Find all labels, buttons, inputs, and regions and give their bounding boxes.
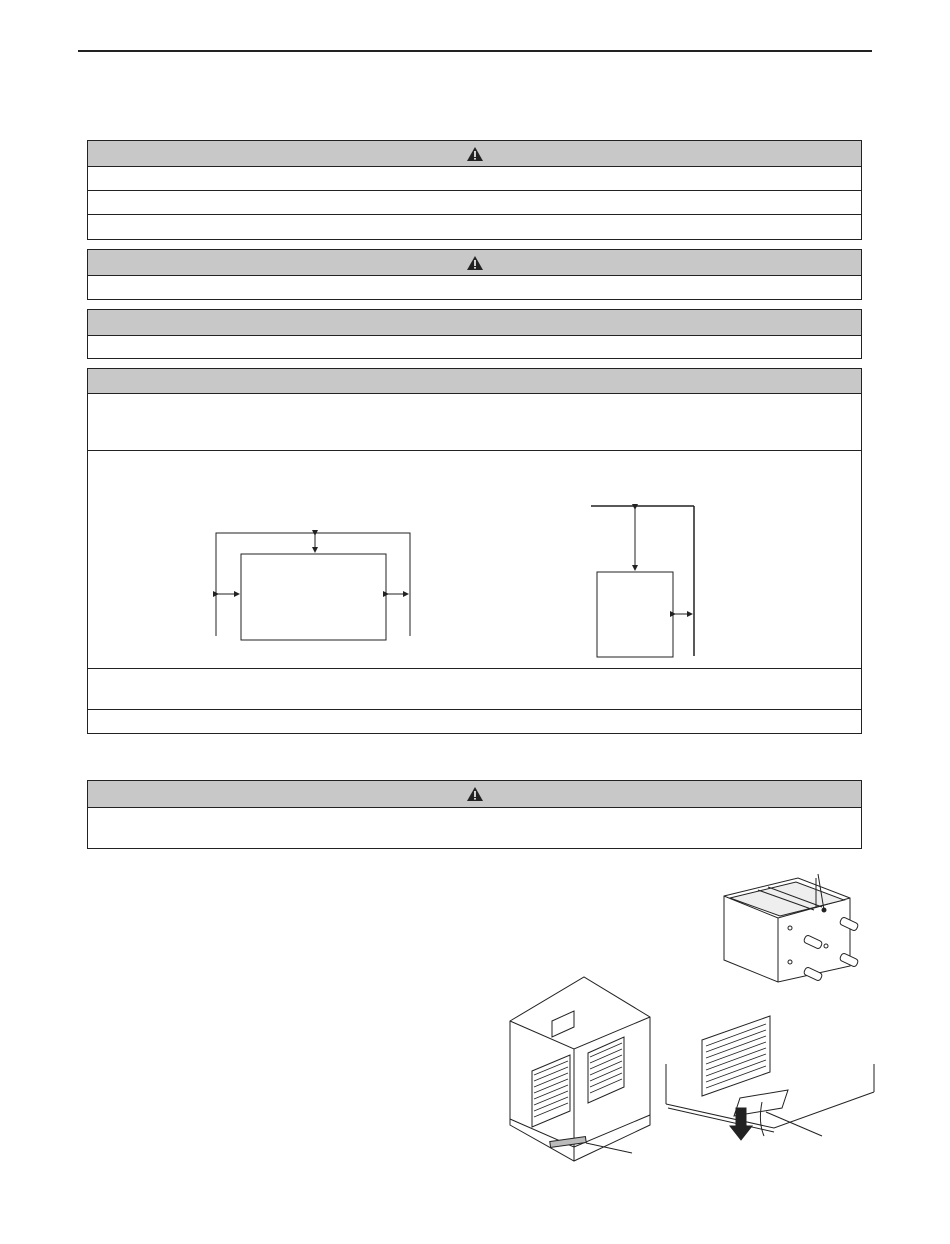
important-header (88, 369, 861, 394)
top-view-clearance-diagram (216, 533, 410, 640)
warning-row (88, 215, 861, 239)
warning-box-2 (87, 249, 862, 300)
notice-row (88, 336, 861, 358)
unit-cabinet-illustration (500, 975, 660, 1165)
unit-legs-illustration (718, 870, 870, 995)
warning-box-3 (87, 780, 862, 849)
warning-header-2 (88, 250, 861, 276)
important-row (88, 394, 861, 451)
important-row (88, 669, 861, 710)
notice-header (88, 310, 861, 336)
important-row (88, 710, 861, 732)
important-box (87, 368, 862, 734)
clearance-diagram-row (88, 451, 861, 669)
warning-header-3 (88, 781, 861, 808)
warning-row (88, 808, 861, 846)
clearance-diagrams (88, 451, 861, 669)
warning-triangle-icon (466, 255, 484, 271)
warning-row (88, 276, 861, 299)
side-view-clearance-diagram (591, 506, 694, 657)
notice-box (87, 309, 862, 359)
warning-row (88, 191, 861, 215)
warning-row (88, 167, 861, 191)
unit-bottom-illustration (662, 1012, 880, 1152)
warning-box-1 (87, 140, 862, 240)
warning-triangle-icon (466, 146, 484, 162)
page-top-rule (78, 50, 872, 52)
warning-triangle-icon (466, 786, 484, 802)
warning-header-1 (88, 141, 861, 167)
